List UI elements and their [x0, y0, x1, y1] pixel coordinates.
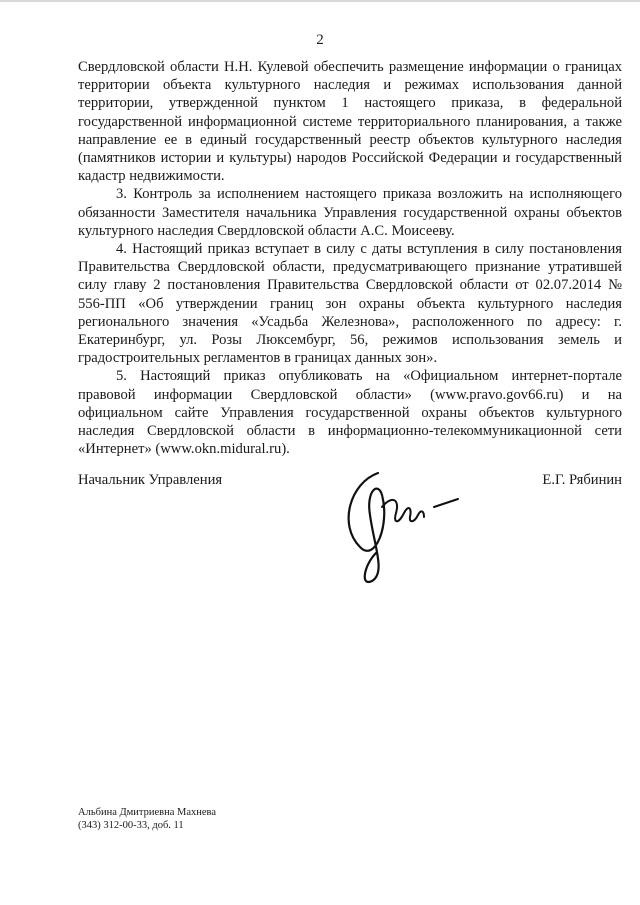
executor-footer [78, 806, 216, 832]
signer-position: Начальник Управления [78, 472, 223, 488]
paragraph-item-3: 3. Контроль за исполнением настоящего приказа возложить на исполняющего обязанности Заместителя начальника Управления государственной охраны объектов культурного наследия Свердловской области А.С. Моисееву. [78, 186, 622, 239]
signer-name: Е.Г. Рябинин [542, 472, 622, 488]
document-body [78, 58, 622, 458]
executor-name: Альбина Дмитриевна Махнева [78, 807, 217, 818]
scan-top-edge [0, 0, 640, 2]
handwritten-signature-icon [320, 455, 480, 595]
paragraph-continuation: Свердловской области Н.Н. Кулевой обеспечить размещение информации о границах территории объекта культурного наследия и режимах использования данной территории, утвержденной пунктом 1 настоящего приказа, в федеральной государственной информационной системе территориального планирования, а также направление ее в единый государственный реестр объектов культурного наследия (памятников истории и культуры) народов Российской Федерации и государственный кадастр недвижимости. [78, 59, 622, 185]
paragraph-item-4: 4. Настоящий приказ вступает в силу с даты вступления в силу постановления Правительства Свердловской области, предусматривающего признание утратившей силу главу 2 постановления Правительства Свердловской области от 02.07.2014 № 556-ПП «Об утверждении границ зон охраны объекта культурного наследия регионального значения «Усадьба Железнова», расположенного по адресу: г. Екатеринбург, ул. Розы Люксембург, 56, режимов использования земель и градостроительных регламентов в границах данных зон». [78, 241, 622, 367]
executor-phone: (343) 312-00-33, доб. 11 [78, 820, 184, 831]
paragraph-item-5: 5. Настоящий приказ опубликовать на «Официальном интернет-портале правовой информации Свердловской области» (www.pravo.gov66.ru) и на официальном сайте Управления государственной охраны объектов культурного наследия Свердловской области в информационно-телекоммуникационной сети «Интернет» (www.okn.midural.ru). [78, 368, 622, 458]
page-number: 2 [316, 32, 324, 48]
